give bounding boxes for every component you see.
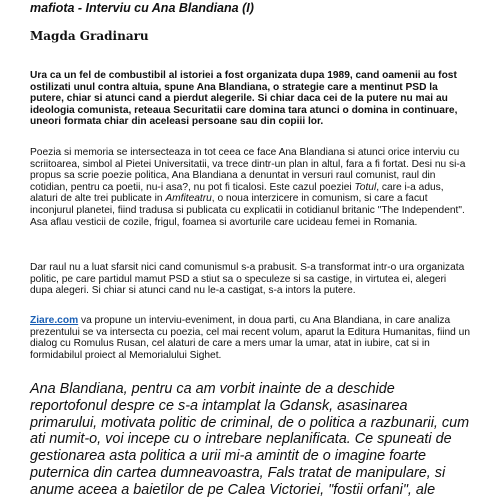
body-paragraph-1: [30, 147, 470, 228]
paragraph-text: , care i-a adus, alaturi de alte trei publicate in: [30, 181, 444, 205]
interview-question: Ana Blandiana, pentru ca am vorbit inainte de a deschide reportofonul despre ce s-a intamplat la Gdansk, asasinarea primarului, motivata politic de criminal, de o politica a razbunarii, cum ati numit-o, voi incepe cu o intrebare neplanificata. Ce spuneati de gestionarea asta politica a urii mi-a amintit de o imagine foarte puternica din cartea dumneavoastra, Fals tratat de manipulare, si anume aceea a baietilor de pe Calea Victoriei, "fostii orfani", ale: [30, 381, 470, 498]
body-paragraph-3: [30, 315, 470, 361]
author-name: Magda Gradinaru: [30, 29, 149, 43]
paragraph-text: va propune un interviu-eveniment, in doua parti, cu Ana Blandiana, in care analiza prezentului se va intersecta cu poezia, cel mai recent volum, aparut la Editura Humanitas, fiind un dialog cu Romulus Rusan, cel alaturi de care a mers umar la umar, atat in iubire, cat si in formidabilul proiect al Memorialului Sighet.: [30, 315, 470, 361]
body-paragraph-2: Dar raul nu a luat sfarsit nici cand comunismul s-a prabusit. S-a transformat intr-o ura organizata politic, pe care partidul mamut PSD a stiut sa o speculeze si sa castige, in virtutea ei, alegeri dupa alegeri. Si chiar si atunci cand nu le-a castigat, s-a intors la putere.: [30, 262, 465, 297]
ziare-link[interactable]: Ziare.com: [30, 315, 79, 326]
magazine-title: Amfiteatru: [165, 193, 212, 205]
article-title: mafiota - Interviu cu Ana Blandiana (I): [30, 1, 254, 15]
poem-title: Totul: [354, 181, 377, 193]
paragraph-text: Poezia si memoria se intersecteaza in tot ceea ce face Ana Blandiana si atunci orice interviu cu scriitoarea, simbol al Pietei Universitatii, va trece dintr-un plan in altul, fara a fi fortat. Desi nu si-a propus sa scrie poezie politica, Ana Blandiana a denuntat in versuri raul comunist, raul din cotidian, pentru ca poetii, nu-i asa?, nu pot fi ticalosi. Este cazul poeziei: [30, 147, 466, 193]
lead-paragraph: Ura ca un fel de combustibil al istoriei a fost organizata dupa 1989, cand oamenii au fost ostilizati unul contra altuia, spune Ana Blandiana, o strategie care a mentinut PSD la putere, chiar si atunci cand a pierdut alegerile. Si chiar daca cei de la putere nu mai au ideologia comunista, reteaua Securitatii care domina tara atunci o domina in continuare, uneori formata chiar din aceleasi persoane sau din copiii lor.: [30, 70, 458, 128]
paragraph-text: , o noua interzicere in comunism, si care a facut inconjurul planetei, fiind tradusa si publicata cu explicatii in cotidianul britanic "The Independent". Asa aflau vesticii de cozile, frigul, foamea si avorturile care ucideau femei in Romania.: [30, 193, 465, 228]
